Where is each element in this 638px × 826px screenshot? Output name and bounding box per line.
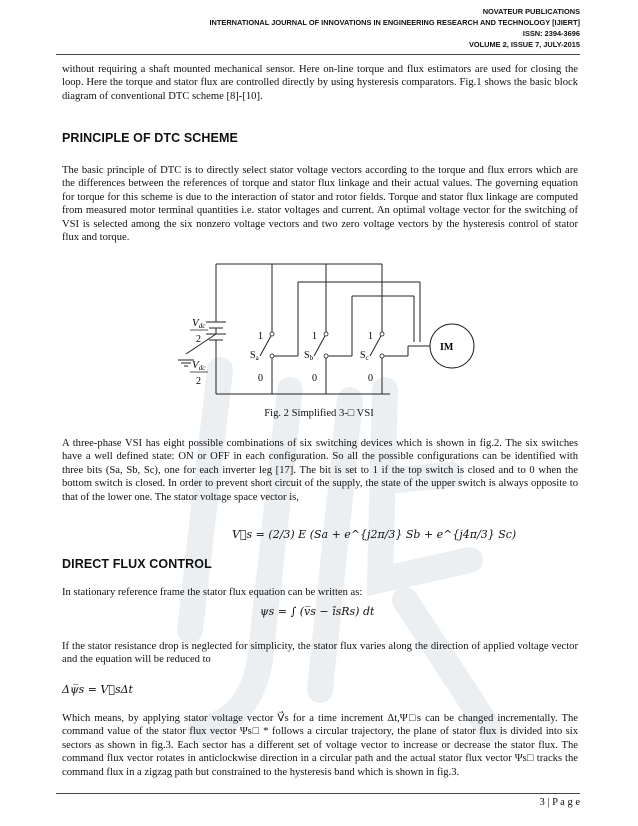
flux-intro-paragraph: In stationary reference frame the stator flux equation can be written as: xyxy=(62,587,363,598)
volume-issue: VOLUME 2, ISSUE 7, JULY-2015 xyxy=(468,40,580,49)
vsi-circuit-diagram xyxy=(168,256,498,406)
header-rule xyxy=(56,54,580,55)
leg-c-label: S xyxy=(360,350,366,361)
resistance-paragraph: If the stator resistance drop is neglected for simplicity, the stator flux varies along the direction of applied voltage vector and the equation will be reduced to xyxy=(62,641,578,666)
svg-text:Sa xyxy=(250,350,260,362)
page-number: 3 | P a g e xyxy=(539,797,580,808)
journal-header xyxy=(209,6,580,50)
motor-label: IM xyxy=(440,342,454,353)
issn: ISSN: 2394-3696 xyxy=(522,29,580,38)
flux-increment-equation: Δψ̅s = V⃗sΔt xyxy=(62,683,133,696)
leg-a-sub: a xyxy=(255,354,259,362)
vdc-denominator-bottom: 2 xyxy=(196,376,201,387)
footer-rule xyxy=(56,793,580,794)
vdc-sub-top: dc xyxy=(198,322,206,330)
leg-c-top-state: 1 xyxy=(368,331,373,342)
svg-text:Sc xyxy=(360,350,369,362)
stator-flux-equation: ψs = ∫ (v̅s − īsRs) dt xyxy=(260,605,375,618)
leg-a-top-state: 1 xyxy=(258,331,263,342)
section-heading-principle: PRINCIPLE OF DTC SCHEME xyxy=(62,131,238,145)
leg-a-label: S xyxy=(250,350,256,361)
vdc-denominator-top: 2 xyxy=(196,334,201,345)
leg-c-sub: c xyxy=(365,354,369,362)
principle-paragraph: The basic principle of DTC is to directly select stator voltage vectors according to the torque and flux errors which are the differences between the references of torque and stator flux linkage and their actual values. The governing equation for torque for this scheme is due to the interaction of stator and rotor fields. Torque and stator flux linkage are computed from measured motor terminal quantities i.e. stator voltages and current. An optimal voltage vector for the switching of VSI is selected among the six nonzero voltage vectors and two zero voltage vectors by the hysteresis control of stator flux and torque. xyxy=(62,165,578,244)
svg-text:Sb xyxy=(304,350,314,362)
leg-a-bottom-state: 0 xyxy=(258,373,263,384)
stator-voltage-equation: V⃗s = (2/3) E (Sa + e^{j2π/3} Sb + e^{j4π/3} Sc) xyxy=(232,528,517,541)
vdc-sub-bottom: dc xyxy=(198,364,206,372)
figure-2-caption: Fig. 2 Simplified 3-□ VSI xyxy=(264,408,374,419)
svg-text:Vdc xyxy=(192,317,206,330)
flux-vector-paragraph: Which means, by applying stator voltage vector V⃗s for a time increment Δt,Ψ□s can be changed incrementally. The command value of the stator flux vector Ψs□ * follows a circular trajectory, the plane of stator flux is divided into six sectors as shown in fig.3. Each sector has a different set of voltage vector to increase or decrease the stator flux. The command flux vector rotates in anticlockwise direction in a circular path and the actual stator flux vector Ψs□ tracks the command flux in a zigzag path but constrained to the hysteresis band which is shown in fig.3. xyxy=(62,713,578,778)
journal-title: INTERNATIONAL JOURNAL OF INNOVATIONS IN ENGINEERING RESEARCH AND TECHNOLOGY [IJIERT] xyxy=(209,18,580,27)
publisher-name: NOVATEUR PUBLICATIONS xyxy=(482,7,580,16)
vdc-label-bottom: V xyxy=(192,359,199,371)
vsi-paragraph: A three-phase VSI has eight possible combinations of six switching devices which is shown in fig.2. The six switches have a well defined state: ON or OFF in each configuration. So all the possible configurations can be identified with three bits (Sa, Sb, Sc), one for each inverter leg [17]. The bit is set to 1 if the top switch is closed and to 0 when the bottom switch is closed. In order to prevent short circuit of the supply, the state of the upper switch is always opposite to that of the lower one. The stator voltage space vector is, xyxy=(62,438,578,503)
svg-text:Vdc xyxy=(192,359,206,372)
leg-b-bottom-state: 0 xyxy=(312,373,317,384)
intro-paragraph: without requiring a shaft mounted mechanical sensor. Here on-line torque and flux estimators are used for closing the loop. Here the torque and stator flux are controlled directly by using hysteresis comparators. Fig.1 shows the basic block diagram of conventional DTC scheme [8]-[10]. xyxy=(62,64,578,102)
leg-b-sub: b xyxy=(309,354,314,362)
section-heading-flux: DIRECT FLUX CONTROL xyxy=(62,557,212,571)
vdc-label-top: V xyxy=(192,317,199,329)
leg-b-label: S xyxy=(304,350,310,361)
leg-c-bottom-state: 0 xyxy=(368,373,373,384)
leg-b-top-state: 1 xyxy=(312,331,317,342)
